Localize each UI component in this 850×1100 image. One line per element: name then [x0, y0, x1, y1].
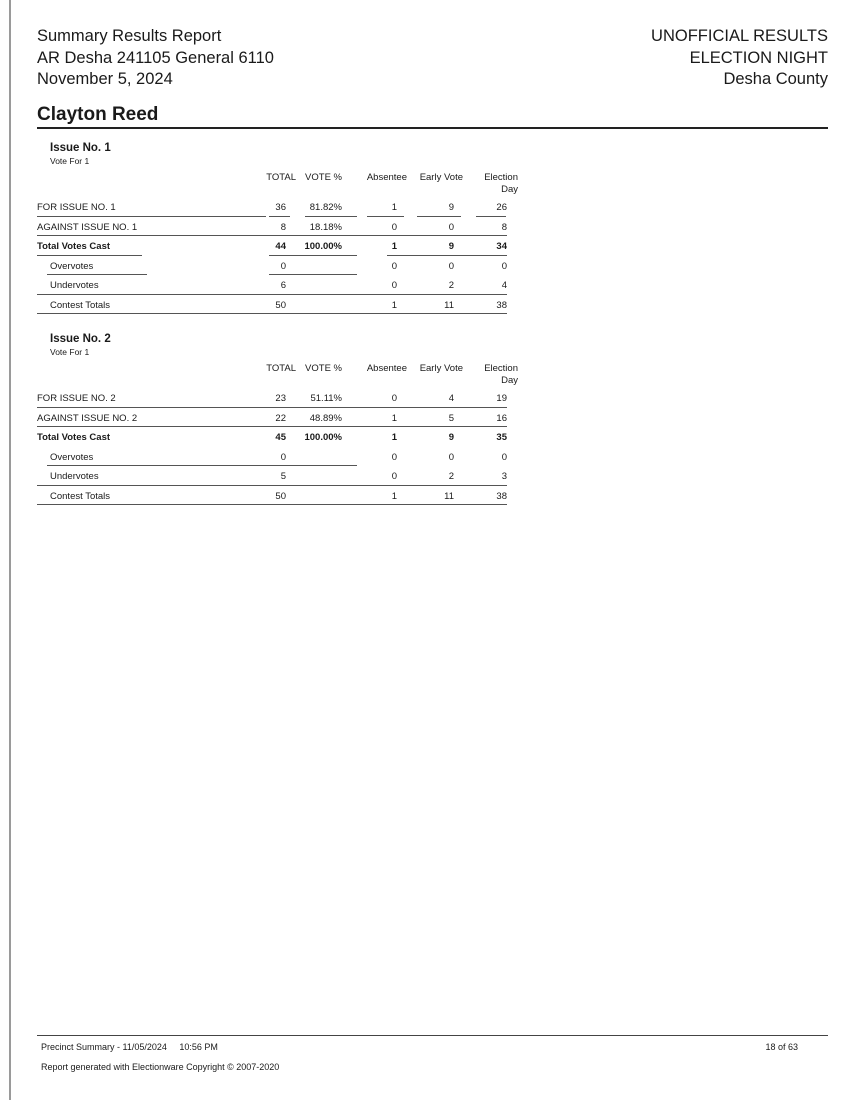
cell-vote-pct: 18.18% [309, 221, 342, 233]
table-row [37, 389, 527, 409]
row-label: Total Votes Cast [37, 432, 111, 443]
table-row [37, 487, 527, 507]
column-header-early-vote: Early Vote [419, 172, 463, 183]
cell-total: 0 [280, 451, 286, 463]
cell-total: 36 [275, 202, 286, 213]
row-underline [417, 216, 461, 217]
row-underline [37, 294, 507, 295]
row-underline [476, 216, 506, 217]
cell-election-day: 8 [501, 221, 507, 233]
cell-absentee: 1 [391, 490, 397, 502]
row-label: FOR ISSUE NO. 2 [37, 393, 116, 404]
row-underline [37, 485, 507, 486]
table-row-total [37, 237, 527, 257]
row-underline [269, 274, 357, 275]
cell-election-day: 0 [501, 451, 507, 463]
cell-early-vote: 0 [448, 451, 454, 463]
row-label: Overvotes [50, 451, 94, 463]
cell-vote-pct: 48.89% [309, 412, 342, 424]
cell-election-day: 4 [501, 280, 507, 291]
cell-total: 6 [280, 280, 286, 291]
cell-absentee: 1 [391, 412, 397, 424]
cell-election-day: 16 [496, 412, 507, 424]
row-underline [37, 504, 507, 505]
election-date: November 5, 2024 [37, 70, 173, 88]
cell-absentee: 1 [391, 432, 397, 443]
cell-absentee: 0 [391, 393, 397, 404]
county-name: Desha County [723, 70, 828, 88]
column-header-election-day-line1: Election [484, 363, 518, 374]
vote-for-label: Vote For 1 [50, 156, 90, 166]
cell-total: 50 [275, 490, 286, 502]
cell-absentee: 1 [391, 241, 397, 252]
column-header-early-vote: Early Vote [419, 363, 463, 374]
cell-election-day: 19 [496, 393, 507, 404]
cell-total: 5 [280, 471, 286, 482]
footer-time: 10:56 PM [179, 1042, 218, 1052]
row-underline [37, 407, 507, 408]
vote-for-label: Vote For 1 [50, 347, 90, 357]
table-row [37, 409, 527, 429]
cell-early-vote: 11 [444, 299, 454, 311]
report-status [651, 26, 828, 91]
column-header-election-day [484, 172, 518, 195]
column-header-election-day-line2: Day [501, 183, 518, 195]
row-underline [387, 255, 507, 256]
cell-early-vote: 4 [448, 393, 454, 404]
contest-issue-1 [37, 142, 527, 322]
cell-absentee: 0 [391, 280, 397, 291]
row-underline [37, 216, 266, 217]
cell-absentee: 0 [391, 221, 397, 233]
cell-absentee: 0 [391, 471, 397, 482]
cell-vote-pct: 81.82% [309, 202, 342, 213]
cell-election-day: 26 [496, 202, 507, 213]
cell-absentee: 0 [391, 260, 397, 272]
cell-election-day: 3 [501, 471, 507, 482]
row-label: AGAINST ISSUE NO. 1 [37, 221, 138, 233]
column-header-absentee: Absentee [366, 363, 407, 374]
table-row-total [37, 428, 527, 448]
contest-title: Issue No. 1 [50, 142, 111, 154]
cell-early-vote: 0 [448, 221, 454, 233]
row-label: FOR ISSUE NO. 1 [37, 202, 116, 213]
report-header [37, 26, 274, 91]
report-title: Summary Results Report [37, 27, 222, 45]
footer-divider [37, 1035, 828, 1036]
table-row [37, 257, 527, 277]
contest-title: Issue No. 2 [50, 333, 111, 345]
row-label: Overvotes [50, 260, 94, 272]
cell-election-day: 0 [501, 260, 507, 272]
election-name: AR Desha 241105 General 6110 [37, 48, 274, 67]
cell-total: 22 [275, 412, 286, 424]
row-label: Undervotes [50, 471, 99, 482]
cell-total: 0 [280, 260, 286, 272]
cell-early-vote: 9 [448, 241, 454, 252]
cell-early-vote: 5 [448, 412, 454, 424]
column-header-absentee: Absentee [366, 172, 407, 183]
cell-early-vote: 2 [448, 280, 454, 291]
footer-summary-date: Precinct Summary - 11/05/2024 [41, 1042, 167, 1052]
column-header-election-day-line1: Election [484, 172, 518, 183]
cell-election-day: 38 [496, 299, 507, 311]
row-label: Total Votes Cast [37, 241, 111, 252]
column-header-election-day [484, 363, 518, 386]
table-row [37, 448, 527, 468]
table-row [37, 296, 527, 316]
row-underline [47, 274, 147, 275]
cell-vote-pct: 100.00% [304, 241, 342, 252]
row-underline [37, 255, 142, 256]
results-table [37, 198, 527, 315]
contest-issue-2 [37, 333, 527, 513]
page-number: 18 of 63 [765, 1042, 798, 1052]
row-underline [305, 216, 357, 217]
cell-total: 50 [275, 299, 286, 311]
cell-absentee: 0 [391, 451, 397, 463]
precinct-divider [37, 127, 828, 129]
footer-summary [41, 1042, 218, 1052]
row-underline [37, 426, 507, 427]
cell-total: 8 [280, 221, 286, 233]
column-header-vote-pct: VOTE % [305, 363, 342, 374]
results-table [37, 389, 527, 506]
column-header-vote-pct: VOTE % [305, 172, 342, 183]
cell-early-vote: 2 [448, 471, 454, 482]
table-row [37, 218, 527, 238]
row-underline [269, 216, 290, 217]
row-underline [37, 313, 507, 314]
column-header-total: TOTAL [266, 363, 296, 374]
cell-early-vote: 11 [444, 490, 454, 502]
status-election-night: ELECTION NIGHT [689, 48, 828, 67]
row-underline [47, 465, 357, 466]
table-row [37, 198, 527, 218]
cell-election-day: 35 [496, 432, 507, 443]
cell-absentee: 1 [391, 299, 397, 311]
cell-total: 23 [275, 393, 286, 404]
column-header-election-day-line2: Day [501, 374, 518, 386]
cell-vote-pct: 100.00% [304, 432, 342, 443]
row-label: Undervotes [50, 280, 99, 291]
cell-early-vote: 0 [448, 260, 454, 272]
row-underline [367, 216, 404, 217]
row-label: Contest Totals [50, 490, 111, 502]
row-label: AGAINST ISSUE NO. 2 [37, 412, 138, 424]
cell-early-vote: 9 [448, 432, 454, 443]
row-underline [37, 235, 507, 236]
cell-election-day: 34 [496, 241, 507, 252]
scan-edge [9, 0, 11, 1100]
cell-total: 45 [275, 432, 286, 443]
cell-election-day: 38 [496, 490, 507, 502]
row-label: Contest Totals [50, 299, 111, 311]
table-row [37, 467, 527, 487]
footer-generated: Report generated with Electionware Copyright © 2007-2020 [41, 1062, 280, 1072]
cell-absentee: 1 [391, 202, 397, 213]
status-unofficial: UNOFFICIAL RESULTS [651, 27, 828, 45]
cell-total: 44 [275, 241, 286, 252]
table-row [37, 276, 527, 296]
precinct-name: Clayton Reed [37, 104, 159, 125]
row-underline [269, 255, 357, 256]
cell-early-vote: 9 [448, 202, 454, 213]
column-header-total: TOTAL [266, 172, 296, 183]
cell-vote-pct: 51.11% [310, 393, 342, 404]
